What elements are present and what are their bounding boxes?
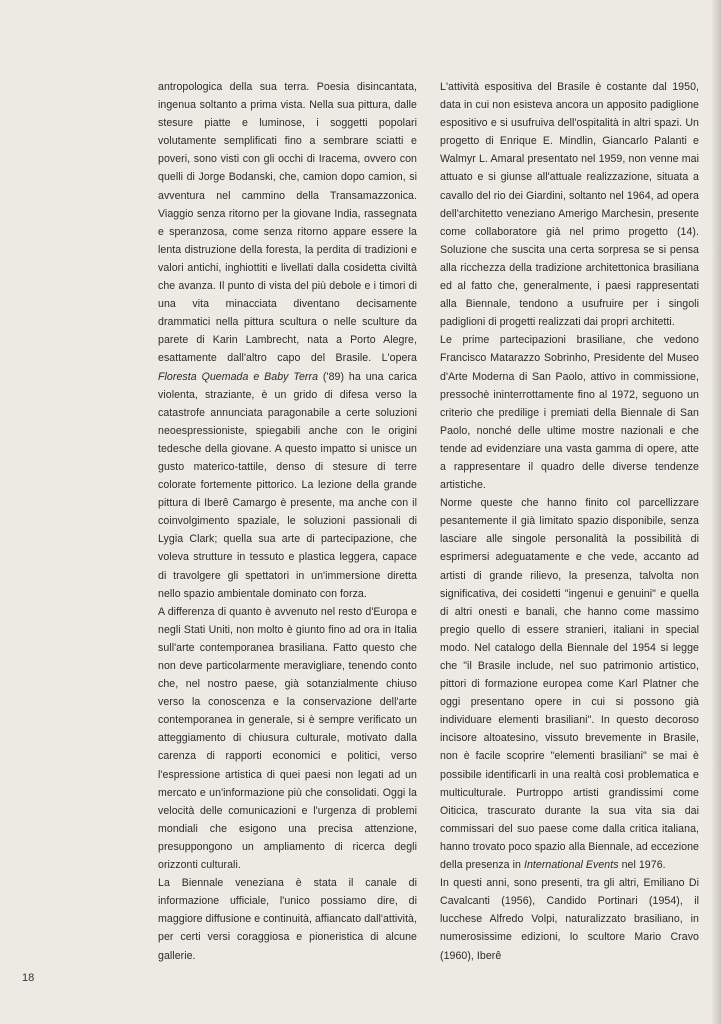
paragraph: La Biennale veneziana è stata il canale di informazione ufficiale, l'unico possiamo dire, di maggiore diffusione e continuità, affiancato dall'attività, per certi versi coraggiosa e pioneristica di alcune gallerie. (158, 877, 417, 962)
paragraph: L'attività espositiva del Brasile è costante dal 1950, data in cui non esisteva ancora un apposito padiglione espositivo e si usufruiva dell'ospitalità in altri spazi. Un progetto di Enrique E. Mindlin, Giancarlo Palanti e Walmyr L. Amaral presentato nel 1959, non venne mai attuato e si giunse all'attuale realizzazione, situata a cavallo del rio dei Giardini, soltanto nel 1964, ad opera dell'architetto veneziano Amerigo Marchesin, presente come collaboratore già nel primo progetto (14). Soluzione che suscita una certa sorpresa se si pensa alla ricchezza della tradizione architettonica brasiliana ed al fatto che, generalmente, i paesi rappresentati alla Biennale, tendono a usufruire per i singoli padiglioni di progetti realizzati dai propri architetti. (440, 81, 699, 329)
exhibition-title: International Events (523, 859, 619, 872)
book-spine-shadow (711, 0, 721, 1024)
text-run: ('89) ha una carica violenta, straziante, è un grido di difesa verso la catastrofe annunciata paragonabile a certe soluzioni neoespressioniste, spiegabili anche con le origini tedesche della giovane. A questo impatto si unisce un gusto materico-tattile, denso di stesure di terre colorate fortemente pittorico. La lezione della grande pittura di Iberê Camargo è presente, ma anche con il coinvolgimento spaziale, le soluzioni passionali di Lygia Clark; quella sua arte di partecipazione, che voleva strutture in tessuto e plastica leggera, capace di travolgere gli spettatori in un'immersione diretta nello spazio ambientale dominato con forza. (158, 370, 417, 600)
paragraph (158, 78, 417, 603)
artwork-title: Floresta Quemada e Baby Terra (158, 370, 319, 383)
right-text-column (440, 78, 699, 965)
paragraph: A differenza di quanto è avvenuto nel resto d'Europa e negli Stati Uniti, non molto è giunto fino ad ora in Italia sull'arte contemporanea brasiliana. Fatto questo che non deve particolarmente meravigliare, tenendo conto che, nel nostro paese, già sotanzialmente chiuso verso la conoscenza e la conservazione dell'arte contemporanea in generale, si è sempre verificato un atteggiamento di chiusura culturale, motivato dalla carenza di rapporti economici e politici, verso l'espressione artistica di quei paesi non legati ad un mercato e un'informazione più che consolidati. Oggi la velocità delle comunicazioni e l'urgenza di problemi mondiali che esigono una precisa attenzione, presuppongono un ampliamento di ricerca degli orizzonti culturali. (158, 605, 417, 872)
paragraph (440, 494, 699, 874)
page-number: 18 (22, 972, 35, 984)
text-run: Norme queste che hanno finito col parcellizzare pesantemente il già limitato spazio disponibile, senza lasciare alle singole personalità la possibilità di esprimersi adeguatamente e che vede, accanto ad artisti di grande rilievo, la presenza, talvolta non significativa, dei cosidetti "ingenui e genuini" e quella di altri onesti e banali, che hanno come massimo pregio quello di essere stranieri, italiani in special modo. Nel catalogo della Biennale del 1954 si legge che "il Brasile include, nel suo patrimonio artistico, pittori di formazione europea come Karl Platner che oggi presentano opere in cui si possono già individuare elementi brasiliani". In questo decoroso incisore altoatesino, vissuto brevemente in Brasile, non è facile scoprire "elementi brasiliani" se mai è possibile identificarli in una realtà così problematica e multiculturale. Purtroppo artisti grandissimi come Oiticica, trascurato durante la sua vita sia dai commissari del suo paese come dalla critica italiana, hanno trovato poco spazio alla Biennale, ad eccezione della presenza in (440, 497, 699, 872)
text-run: nel 1976. (618, 859, 666, 872)
paragraph: In questi anni, sono presenti, tra gli altri, Emiliano Di Cavalcanti (1956), Candido Portinari (1954), il lucchese Alfredo Volpi, naturalizzato brasiliano, in numerosissime edizioni, lo scultore Mario Cravo (1960), Iberê (440, 877, 699, 962)
paragraph: Le prime partecipazioni brasiliane, che vedono Francisco Matarazzo Sobrinho, Presidente del Museo d'Arte Moderna di San Paolo, attivo in commissione, pressochè ininterrottamente fino al 1972, seguono un criterio che predilige i premiati della Biennale di San Paolo, nonché delle ultime mostre nazionali e che tende ad evidenziare una vasta gamma di opere, atte a rappresentare il quadro delle diverse tendenze artistiche. (440, 334, 699, 492)
text-run: antropologica della sua terra. Poesia disincantata, ingenua soltanto a prima vista. Nella sua pittura, dalle stesure piatte e luminose, i soggetti popolari volutamente semplificati fino a sembrare sciatti e poveri, sono visti con gli occhi di Iracema, ovvero con quelli di Jorge Bodanski, che, camion dopo camion, si avventura nel cammino della Transamazzonica. Viaggio senza ritorno per la giovane India, rassegnata e speranzosa, come senza ritorno appare essere la lenta distruzione della foresta, la perdita di tradizioni e valori antichi, inghiottiti e livellati dalla cosidetta civiltà che avanza. Il punto di vista del più debole e i timori di una vita minacciata diventano decisamente drammatici nella pittura scultura o nelle sculture da parete di Karin Lambrecht, nata a Porto Alegre, esattamente dall'altro capo del Brasile. L'opera (158, 81, 417, 365)
left-text-column (158, 78, 417, 965)
